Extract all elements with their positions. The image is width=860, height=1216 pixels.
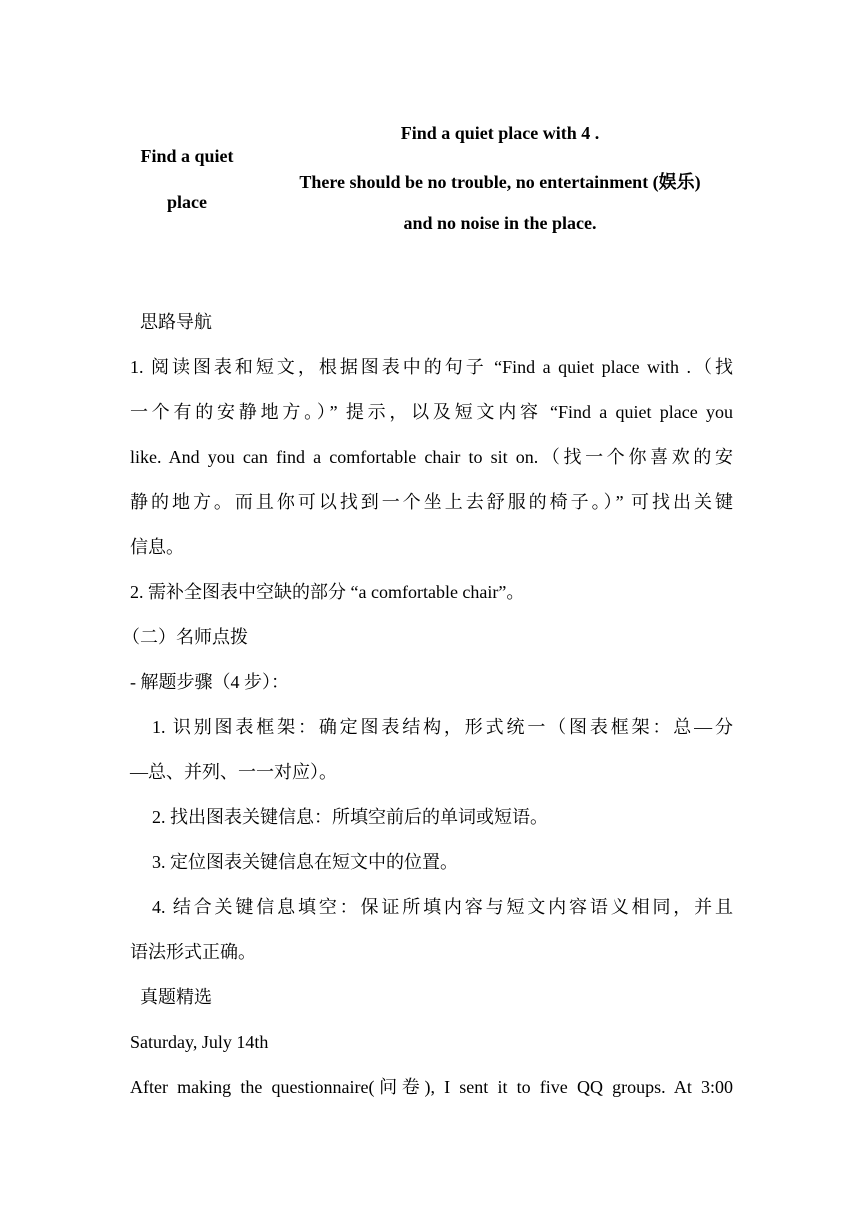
step3: 3. 定位图表关键信息在短文中的位置。	[152, 852, 458, 872]
step4-line1: 4. 结合关键信息填空：保证所填内容与短文内容语义相同，并且	[152, 897, 733, 917]
step4-line2: 语法形式正确。	[130, 942, 256, 962]
paragraph1-line4: 静的地方。而且你可以找到一个坐上去舒服的椅子。）” 可找出关键	[130, 492, 733, 512]
right-line3: and no noise in the place.	[403, 213, 597, 233]
heading-thinking-guide: 思路导航	[140, 312, 212, 332]
info-table	[118, 118, 738, 243]
heading-real-questions: 真题精选	[140, 987, 212, 1007]
right-line2: There should be no trouble, no entertainment (娱乐)	[299, 172, 701, 192]
heading-teacher-tips: （二）名师点拨	[122, 627, 248, 647]
table-right-cell	[260, 118, 740, 243]
left-label-line2: place	[167, 192, 207, 212]
paragraph2: 2. 需补全图表中空缺的部分 “a comfortable chair”。	[130, 582, 525, 602]
paragraph1-line1: 1. 阅读图表和短文，根据图表中的句子 “Find a quiet place with .（找	[130, 357, 733, 377]
right-line1: Find a quiet place with 4 .	[400, 123, 600, 143]
step2: 2. 找出图表关键信息：所填空前后的单词或短语。	[152, 807, 548, 827]
passage-line1: After making the questionnaire(问卷), I sent it to five QQ groups. At 3:00	[130, 1077, 733, 1097]
paragraph1-line2: 一个有的安静地方。）” 提示，以及短文内容 “Find a quiet place you	[130, 402, 733, 422]
date-line: Saturday, July 14th	[130, 1032, 269, 1052]
steps-title: - 解题步骤（4 步）：	[130, 672, 289, 692]
step1-line2: —总、并列、一一对应）。	[130, 762, 337, 782]
paragraph1-line5: 信息。	[130, 537, 184, 557]
left-label-line1: Find a quiet	[140, 146, 234, 166]
step1-line1: 1. 识别图表框架：确定图表结构，形式统一（图表框架：总—分	[152, 717, 733, 737]
table-left-cell	[118, 118, 256, 243]
paragraph1-line3: like. And you can find a comfortable chair to sit on.（找一个你喜欢的安	[130, 447, 733, 467]
